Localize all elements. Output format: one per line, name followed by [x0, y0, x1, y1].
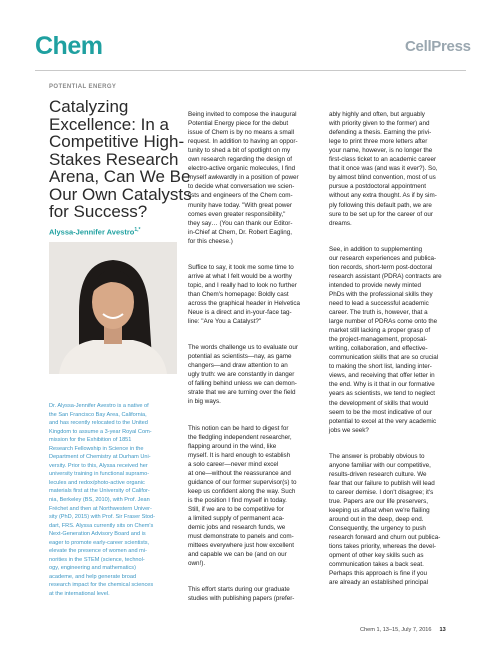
body-paragraph: The words challenge us to evaluate our potential as scientists—nay, as game changers—and draw attention to an ugly truth: we are constantly in danger of falling behind unless we can demon- strate that we are turning over the field in big ways.	[188, 344, 298, 406]
body-paragraph: This effort starts during our graduate studies with publishing papers (prefer-	[188, 586, 295, 603]
section-label: POTENTIAL ENERGY	[49, 84, 117, 90]
journal-logo: Chem	[35, 32, 103, 60]
author-name-text: Alyssa-Jennifer Avestro	[49, 227, 135, 237]
body-column-2	[329, 101, 454, 604]
body-paragraph: Suffice to say, it took me some time to arrive at what I felt would be a worthy topic, and I really had to look no further than Chem's homepage: Boldly cast across the graphical header in Helvetica Neue is a direct and in-your-face tag- line: "Are You a Catalyst?"	[188, 263, 301, 326]
page-number: 13	[439, 627, 446, 633]
body-paragraph: See, in addition to supplementing our research experiences and publica- tion records, short-term post-doctoral research assistant (PDRA) contracts are intended to provide newly minted PhDs with the professional skills they need to lead a successful academic career. The truth is, however, that a large number of PDRAs come onto the market still lacking a proper grasp of the project-management, proposal- writing, collaboration, and effective- communication skills that are so crucial to making the short list, landing inter- views, and receiving that offer letter in the end. Why is it that in our formative years as scientists, we tend to neglect the development of skills that would seem to be the most indicative of our potential to excel at the very academic jobs we seek?	[329, 245, 442, 434]
body-paragraph: The answer is probably obvious to anyone familiar with our competitive, results-driven research culture. We fear that our failure to publish will lead to career demise. I don't disagree; it's true. Papers are our life preservers, keeping us afloat when we're flailing around out in the deep, deep end. Consequently, the urgency to push research forward and churn out publica- tions takes priority, whereas the devel- opment of other key skills such as communication takes a back seat. Perhaps this approach is fine if you are already an established principal	[329, 452, 441, 587]
author-photo	[49, 242, 177, 374]
body-paragraph: This notion can be hard to digest for the fledgling independent researcher, flapping around in the wind, like myself. It is hard enough to establish a solo career—never mind excel at one—without the reassurance and guidance of our former supervisor(s) to keep us confident along the way. Such is the position I find myself in today. Still, if we are to be competitive for a limited supply of permanent aca- demic jobs and research funds, we must demonstrate to panels and com- mittees everywhere just how excellent and capable we can be (and on our own!).	[188, 424, 297, 568]
citation: Chem 1, 13–15, July 7, 2016	[360, 627, 432, 633]
author-affiliation-marks: 1,*	[134, 227, 141, 233]
body-column-1	[188, 101, 316, 620]
author-bio: Dr. Alyssa-Jennifer Avestro is a native of the San Francisco Bay Area, California, and has recently relocated to the United Kingdom to assume a 3-year Royal Com- mission for the Exhibition of 1851 Research Fellowship in Science in the Department of Chemistry at Durham Uni- versity. Prior to this, Alyssa received her university training in functional supramo- lecules and redox/photo-active organic materials first at the University of Califor- nia, Berkeley (BS, 2010), with Prof. Jean Fréchet and then at Northwestern Univer- sity (PhD, 2015) with Prof. Sir Fraser Stod- dart, FRS. Alyssa currently sits on Chem's Next-Generation Advisory Board and is eager to promote early-career scientists, elevate the presence of women and mi- norities in the STEM (science, technol- ogy, engineering and mathematics) academe, and help generate broad research impact for the chemical sciences at the international level.	[49, 403, 156, 598]
page-footer	[360, 627, 446, 633]
body-paragraph: Being invited to compose the inaugural Potential Energy piece for the debut issue of Chem is by no means a small request. In addition to having an oppor- tunity to shed a bit of spotlight on my own research regarding the design of electro-active organic molecules, I find myself awkwardly in a position of power to decide what conversation we scien- tists and engineers of the Chem com- munity have today. "With great power comes even greater responsibility," they say… (You can thank our Editor- in-Chief at Chem, Dr. Robert Eagling, for this cheese.)	[188, 111, 299, 245]
author-name	[49, 227, 140, 237]
publisher-logo: CellPress	[405, 38, 471, 55]
article-title: Catalyzing Excellence: In a Competitive High-Stakes Research Arena, Can We Be Our Own Catalysts for Success?	[49, 97, 192, 221]
body-paragraph: ably highly and often, but arguably with priority given to the former) and defending a thesis. Earning the privi- lege to print three more letters after your name, however, is no longer the first-class ticket to an academic career that it once was (and was it ever?). So, by almost blind convention, most of us pursue a postdoctoral appointment without any extra thought. As if by sim- ply following this default path, we are sure to be set up for the career of our dreams.	[329, 111, 438, 227]
header-divider	[35, 70, 466, 71]
